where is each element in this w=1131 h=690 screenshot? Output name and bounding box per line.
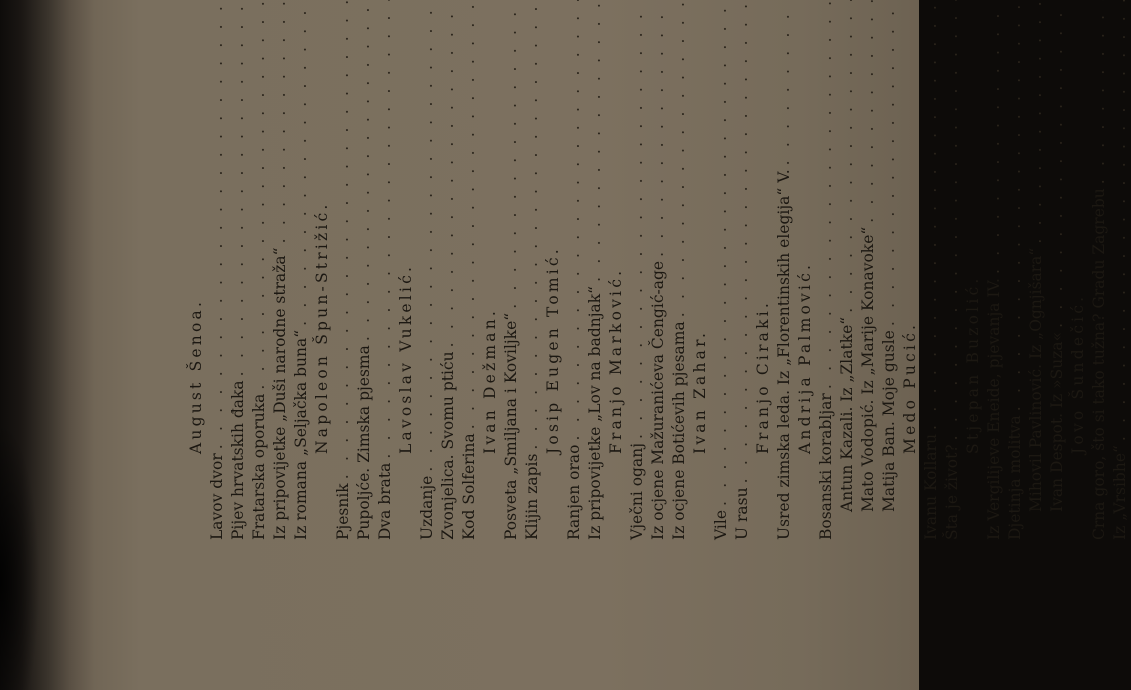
dot-leader [1026,0,1047,244]
entry-title: Pijev hrvatskih đaka [229,380,247,540]
dot-leader [921,0,942,430]
table-of-contents [186,0,1131,540]
toc-entry [1047,0,1068,540]
toc-section [795,0,837,540]
toc-section [963,0,1026,540]
dot-leader [837,0,858,313]
entry-title: Iz pripovijetke „Duši narodne straža“ [271,247,289,540]
dot-leader [585,0,606,282]
toc-entry [627,0,648,540]
toc-entry [438,0,459,540]
author-heading: Josip Eugen Tomić. [544,246,562,454]
toc-entry [207,0,228,540]
toc-section [543,0,606,540]
toc-entry [837,0,858,540]
author-heading: Ivan Zahar. [691,329,709,454]
entry-title: Djetinja molitva [1006,415,1024,540]
author-heading: Napoleon Špun-Strižić. [313,201,331,454]
entry-title: Ivanu Kollaru [922,433,940,540]
dot-leader [438,0,459,347]
toc-section [312,0,396,540]
dot-leader [858,0,879,223]
toc-entry [942,0,963,540]
dot-leader [1089,0,1110,184]
entry-title: Vile [712,509,730,540]
author-heading: Franjo Ciraki. [754,300,772,454]
entry-title: Iz romana „Seljačka buna“ [292,329,310,540]
entry-title: Mihovil Pavlinović. Iz „Ognjišara“ [1027,247,1045,512]
toc-entry [270,0,291,540]
entry-title: Vječni oganj [628,442,646,540]
author-heading: Ivan Dežman. [481,307,499,454]
dot-leader [648,0,669,257]
author-heading: Andrija Palmović. [796,261,814,454]
toc-section [1026,0,1068,540]
dot-leader [984,0,1005,274]
toc-section [837,0,900,540]
dot-leader [270,0,291,243]
toc-entry [501,0,522,540]
entry-title: Iz ocjene Mažuranićeva Čengić-age [649,260,667,540]
entry-title: Antun Kazali. Iz „Zlatke“ [838,316,856,512]
toc-entry [1089,0,1110,540]
toc-entry [291,0,312,540]
dot-leader [732,0,753,483]
toc-entry [732,0,753,540]
dot-leader [375,0,396,459]
entry-title: Iz Vergilijeve Eneide, pjevanja IV. [985,278,1003,540]
toc-entry [333,0,354,540]
entry-title: Posveta „Smiljana i Kovilјke“ [502,312,520,540]
dot-leader [354,0,375,341]
dot-leader [1047,0,1068,328]
dot-leader [417,0,438,472]
toc-section [186,0,312,540]
author-heading: Franjo Marković. [607,267,625,454]
hand-shadow [0,420,40,690]
dot-leader [501,0,522,309]
toc-section [396,0,480,540]
entry-title: U rasu [733,487,751,540]
dot-leader [816,0,837,389]
entry-title: Klijin zapis [523,453,541,540]
toc-entry [1026,0,1047,540]
entry-title: Iz ocjene Botićevih pjesama [670,321,688,540]
entry-title: Iz „Vrsibhe“ [1111,445,1129,540]
entry-title: Matija Ban. Moje gusle [880,330,898,512]
dot-leader [669,0,690,317]
dot-leader [228,0,249,376]
toc-entry [984,0,1005,540]
dot-leader [774,0,795,165]
toc-entry [375,0,396,540]
entry-title: Iz pripovijetke „Lov na badnjak“ [586,285,604,540]
dot-leader [207,0,228,449]
dot-leader [1110,0,1131,441]
dot-leader [879,0,900,326]
toc-section [753,0,795,540]
dot-leader [333,0,354,479]
toc-entry [858,0,879,540]
author-heading: Stjepan Buzolić. [964,275,982,454]
dot-leader [459,0,480,429]
entry-title: Ranjen orao [565,444,583,540]
dot-leader [291,0,312,326]
toc-entry [1110,0,1131,540]
entry-title: Pjesnik [334,483,352,540]
entry-title: Zvonjelica. Svomu ptiću [439,351,457,540]
toc-entry [249,0,270,540]
toc-entry [648,0,669,540]
author-heading: Medo Pucić. [901,321,919,454]
toc-entry [585,0,606,540]
toc-entry [774,0,795,540]
author-heading: August Šenoa. [187,298,205,454]
entry-title: Usred zimska leda. Iz „Florentinskih elegija“ V. [775,169,793,540]
entry-title: Ivan Despot. Iz »Suza« [1048,331,1066,512]
author-heading: Lavoslav Vukelić. [397,263,415,454]
toc-entry [921,0,942,540]
dot-leader [711,0,732,506]
toc-entry [354,0,375,540]
toc-entry [417,0,438,540]
entry-title: Mato Vodopić. Iz „Marije Konavoke“ [859,226,877,512]
dot-leader [522,0,543,450]
dot-leader [1005,0,1026,411]
book-page [86,0,1129,580]
toc-section [1068,0,1131,540]
toc-entry [711,0,732,540]
entry-title: Uzdanje [418,475,436,540]
toc-entry [228,0,249,540]
toc-entry [1005,0,1026,540]
dot-leader [627,0,648,439]
toc-entry [564,0,585,540]
toc-entry [879,0,900,540]
toc-section [606,0,690,540]
entry-title: Bosanski korabljar [817,393,835,540]
toc-entry [522,0,543,540]
dot-leader [249,0,270,390]
dot-leader [564,0,585,441]
toc-entry [459,0,480,540]
toc-section [900,0,963,540]
author-heading: Jovo Šundečić. [1069,293,1087,454]
entry-title: Dva brata [376,462,394,540]
toc-entry [669,0,690,540]
entry-title: Fratarska oporuka [250,393,268,540]
toc-section [480,0,543,540]
entry-title: Pupoljće. Zimska pjesma [355,345,373,540]
toc-section [690,0,753,540]
entry-title: Lavov dvor [208,453,226,540]
entry-title: Šta je život? [943,444,961,540]
dot-leader [942,0,963,440]
entry-title: Crna goro, što si tako tužna? Gradu Zagrebu [1090,188,1108,540]
entry-title: Kod Solferina [460,433,478,540]
toc-entry [816,0,837,540]
